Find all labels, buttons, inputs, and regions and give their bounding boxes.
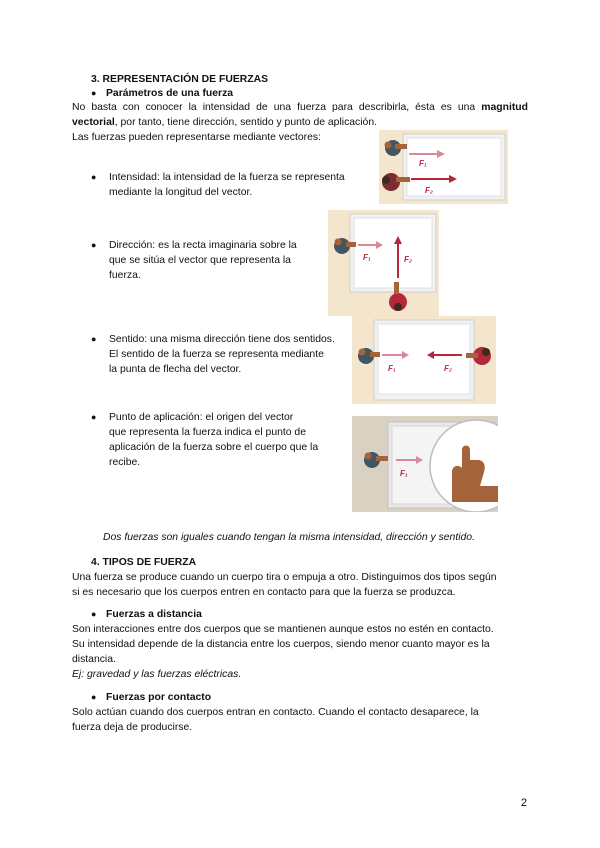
item-application-line3: aplicación de la fuerza sobre el cuerpo que la — [109, 442, 319, 453]
bullet-icon: ● — [91, 88, 97, 98]
section-4-para-line2: si es necesario que los cuerpos entren en contacto para que la fuerza se produzca. — [72, 587, 456, 598]
bullet-icon: ● — [91, 172, 97, 182]
vectors-line: Las fuerzas pueden representarse mediante vectores: — [72, 132, 321, 143]
vector-f2-label: F₂ — [425, 186, 433, 195]
item-sense-line3: la punta de flecha del vector. — [109, 364, 242, 375]
item-application-line2: que representa la fuerza indica el punto de — [109, 427, 306, 438]
bullet-icon: ● — [91, 240, 97, 250]
item-direction-line3: fuerza. — [109, 270, 141, 281]
intro-text-post: , por tanto, tiene dirección, sentido y punto de aplicación. — [114, 117, 377, 128]
section-3-heading: 3. REPRESENTACIÓN DE FUERZAS — [91, 74, 269, 85]
distance-forces-heading: Fuerzas a distancia — [106, 609, 202, 620]
contact-forces-heading: Fuerzas por contacto — [106, 692, 212, 703]
vector-f1-label: F₁ — [388, 364, 396, 373]
item-intensity-line2: mediante la longitud del vector. — [109, 187, 253, 198]
figure-intensity — [379, 130, 508, 204]
vector-f2-label: F₂ — [444, 364, 452, 373]
contact-forces-line2: fuerza deja de producirse. — [72, 722, 193, 733]
bullet-icon: ● — [91, 412, 97, 422]
item-sense-line1: Sentido: una misma dirección tiene dos sentidos. — [109, 334, 335, 345]
item-application-line4: recibe. — [109, 457, 141, 468]
item-application-line1: Punto de aplicación: el origen del vector — [109, 412, 294, 423]
distance-forces-example: Ej: gravedad y las fuerzas eléctricas. — [72, 669, 242, 680]
section-3-subheading: Parámetros de una fuerza — [106, 88, 234, 99]
intro-text-bold: magnitud vectorial — [72, 102, 528, 128]
figure-application-point — [352, 416, 498, 512]
distance-forces-line3: distancia. — [72, 654, 116, 665]
bullet-icon: ● — [91, 334, 97, 344]
figure-sense — [352, 316, 496, 404]
item-sense-line2: El sentido de la fuerza se representa mediante — [109, 349, 324, 360]
section-4-para-line1: Una fuerza se produce cuando un cuerpo tira o empuja a otro. Distinguimos dos tipos según — [72, 572, 497, 583]
item-direction-line1: Dirección: es la recta imaginaria sobre la — [109, 240, 297, 251]
distance-forces-line1: Son interacciones entre dos cuerpos que se mantienen aunque estos no estén en contacto. — [72, 624, 494, 635]
equal-forces-note: Dos fuerzas son iguales cuando tengan la misma intensidad, dirección y sentido. — [103, 532, 475, 543]
vector-f1-label: F₁ — [363, 253, 371, 262]
bullet-icon: ● — [91, 692, 97, 702]
figure-direction — [328, 210, 439, 316]
intro-paragraph — [72, 100, 528, 130]
item-direction-line2: que se sitúa el vector que representa la — [109, 255, 291, 266]
vector-f1-label: F₁ — [419, 159, 427, 168]
vector-f2-label: F₂ — [404, 255, 412, 264]
distance-forces-line2: Su intensidad depende de la distancia entre los cuerpos, siendo menor cuanto mayor es la — [72, 639, 490, 650]
contact-forces-line1: Solo actúan cuando dos cuerpos entran en contacto. Cuando el contacto desaparece, la — [72, 707, 479, 718]
page-number: 2 — [520, 797, 527, 809]
vector-f1-label: F₁ — [400, 469, 408, 478]
section-4-heading: 4. TIPOS DE FUERZA — [91, 557, 197, 568]
item-intensity-line1: Intensidad: la intensidad de la fuerza se representa — [109, 172, 345, 183]
intro-text-pre: No basta con conocer la intensidad de una fuerza para describirla, ésta es una — [72, 102, 482, 113]
bullet-icon: ● — [91, 609, 97, 619]
